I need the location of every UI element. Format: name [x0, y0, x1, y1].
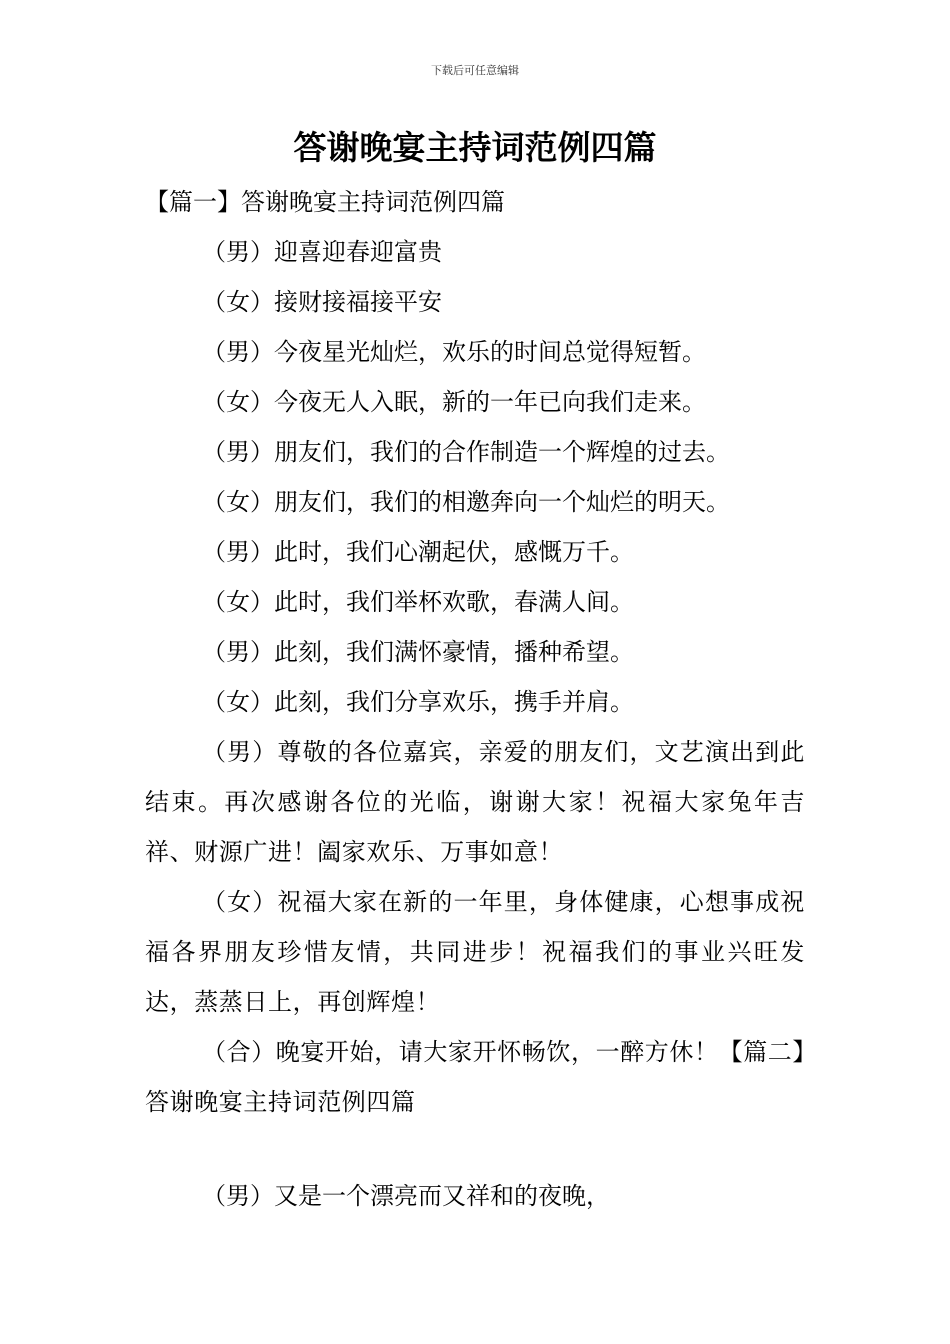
dialogue-line: （男）今夜星光灿烂，欢乐的时间总觉得短暂。	[202, 338, 706, 366]
dialogue-line: （男）此时，我们心潮起伏，感慨万千。	[202, 538, 634, 566]
section-heading: 【篇一】答谢晚宴主持词范例四篇	[145, 188, 505, 216]
page-header-note: 下载后可任意编辑	[431, 64, 519, 77]
dialogue-line: （男）朋友们，我们的合作制造一个辉煌的过去。	[202, 438, 730, 466]
dialogue-line: （男）此刻，我们满怀豪情，播种希望。	[202, 638, 634, 666]
dialogue-line: （女）接财接福接平安	[202, 288, 442, 316]
dialogue-line: （男）迎喜迎春迎富贵	[202, 238, 442, 266]
dialogue-paragraph: （女）祝福大家在新的一年里，身体健康，心想事成祝福各界朋友珍惜友情，共同进步！祝福我们的事业兴旺发达，蒸蒸日上，再创辉煌！	[145, 888, 805, 1016]
dialogue-line: （女）此刻，我们分享欢乐，携手并肩。	[202, 688, 634, 716]
dialogue-line: （女）此时，我们举杯欢歌，春满人间。	[202, 588, 634, 616]
document-title: 答谢晚宴主持词范例四篇	[293, 128, 657, 167]
dialogue-paragraph: （合）晚宴开始，请大家开怀畅饮，一醉方休！【篇二】答谢晚宴主持词范例四篇	[145, 1038, 805, 1116]
dialogue-paragraph: （男）尊敬的各位嘉宾，亲爱的朋友们，文艺演出到此结束。再次感谢各位的光临，谢谢大家！祝福大家兔年吉祥、财源广进！阖家欢乐、万事如意！	[145, 738, 805, 866]
dialogue-line: （男）又是一个漂亮而又祥和的夜晚，	[202, 1182, 610, 1210]
dialogue-line: （女）朋友们，我们的相邀奔向一个灿烂的明天。	[202, 488, 730, 516]
paragraph-spacer	[145, 1127, 805, 1171]
document-body	[145, 177, 805, 1221]
dialogue-line: （女）今夜无人入眠，新的一年已向我们走来。	[202, 388, 706, 416]
